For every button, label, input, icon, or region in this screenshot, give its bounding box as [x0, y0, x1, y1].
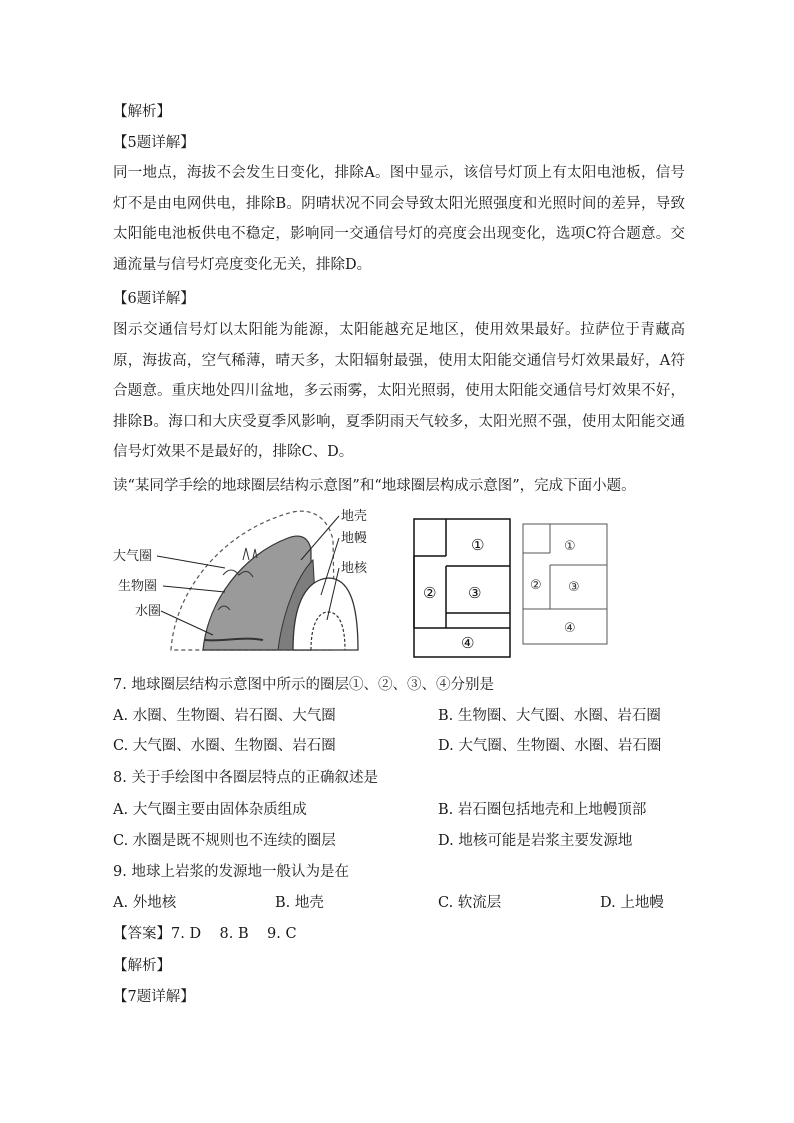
diagram2-label-2: ②: [530, 578, 542, 593]
sphere-structure-diagram-1: [413, 518, 511, 658]
q5-detail-text: 同一地点，海拔不会发生日变化，排除A。图中显示，该信号灯顶上有太阳电池板，信号灯不是由电网供电，排除B。阴晴状况不同会导致太阳光照强度和光照时间的差异，导致太阳能电池板供电不稳定，影响同一交通信号灯的亮度会出现变化，选项C符合题意。交通流量与信号灯亮度变化无关，排除D。: [113, 165, 685, 273]
q7-option-d: D. 大气圈、生物圈、水圈、岩石圈: [438, 738, 662, 754]
q9-option-a: A. 外地核: [113, 895, 177, 911]
label-biosphere: 生物圈: [118, 579, 158, 594]
label-mantle: 地幔: [341, 531, 368, 546]
label-crust: 地壳: [341, 509, 368, 524]
diagram1-label-4: ④: [461, 634, 475, 652]
q9-option-b: B. 地壳: [275, 895, 324, 911]
q8-option-a: A. 大气圈主要由固体杂质组成: [113, 802, 307, 818]
q9-option-d: D. 上地幔: [600, 895, 664, 911]
leader-hydrosphere: [161, 611, 213, 635]
diagram1-label-1: ①: [471, 536, 485, 554]
diagram1-label-2: ②: [423, 584, 437, 602]
analysis-heading-2: 【解析】: [113, 958, 171, 974]
diagram1-label-3: ③: [468, 584, 482, 602]
question-intro: 读“某同学手绘的地球圈层结构示意图”和“地球圈层构成示意图”，完成下面小题。: [113, 478, 636, 494]
q5-detail-heading: 【5题详解】: [113, 135, 195, 151]
leader-atmosphere: [157, 556, 225, 568]
label-atmosphere: 大气圈: [113, 549, 153, 564]
earth-layers-sketch: [113, 500, 368, 672]
diagram2-label-1: ①: [564, 539, 576, 554]
q8-option-b: B. 岩石圈包括地壳和上地幔顶部: [438, 802, 647, 818]
leader-crust: [301, 516, 339, 560]
q8-stem: 8. 关于手绘图中各圈层特点的正确叙述是: [113, 770, 378, 786]
q9-option-c: C. 软流层: [438, 895, 502, 911]
q6-detail-text: 图示交通信号灯以太阳能为能源，太阳能越充足地区，使用效果最好。拉萨位于青藏高原，海拔高，空气稀薄，晴天多，太阳辐射最强，使用太阳能交通信号灯效果最好，A符合题意。重庆地处四川盆地，多云雨雾，太阳光照弱，使用太阳能交通信号灯效果不好，排除B。海口和大庆受夏季风影响，夏季阴雨天气较多，太阳光照不强，使用太阳能交通信号灯效果不是最好的，排除C、D。: [113, 322, 685, 461]
diagram2-label-3: ③: [568, 580, 580, 595]
diagram2-label-4: ④: [564, 621, 576, 636]
q7-detail-heading: 【7题详解】: [113, 989, 195, 1005]
q8-option-c: C. 水圈是既不规则也不连续的圈层: [113, 833, 336, 849]
leader-biosphere: [163, 586, 225, 592]
q8-option-d: D. 地核可能是岩浆主要发源地: [438, 833, 633, 849]
q7-option-c: C. 大气圈、水圈、生物圈、岩石圈: [113, 738, 336, 754]
sphere-structure-diagram-2: [522, 523, 608, 645]
label-hydrosphere: 水圈: [135, 604, 162, 619]
q7-option-b: B. 生物圈、大气圈、水圈、岩石圈: [438, 708, 661, 724]
analysis-heading: 【解析】: [113, 104, 171, 120]
q6-detail-heading: 【6题详解】: [113, 291, 195, 307]
q9-stem: 9. 地球上岩浆的发源地一般认为是在: [113, 864, 349, 880]
label-core: 地核: [341, 561, 368, 576]
q7-option-a: A. 水圈、生物圈、岩石圈、大气圈: [113, 708, 336, 724]
answer-line: 【答案】7. D 8. B 9. C: [113, 926, 297, 942]
q7-stem: 7. 地球圈层结构示意图中所示的圈层①、②、③、④分别是: [113, 677, 494, 693]
